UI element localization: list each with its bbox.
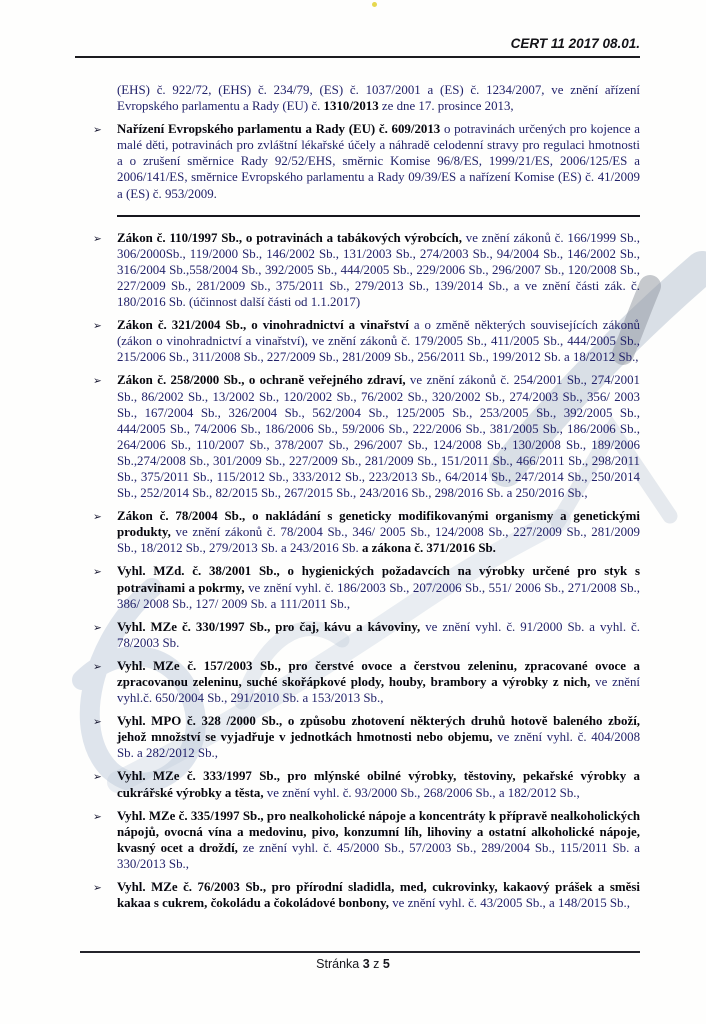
item-regular-text: ve znění vyhl. č. 93/2000 Sb., 268/2006 Sb., a 182/2012 Sb., (263, 785, 580, 800)
item-regular-text: ve znění vyhl.č. 650/2004 Sb., 291/2010 Sb. a 153/2013 Sb., (117, 675, 641, 706)
item-regular-text: o potravinách určených pro kojence a malé děti, potravinách pro zvláštní lékařské účely a náhradě celodenní stravy pro regulaci hmotnosti a o zrušení směrnice Rady 92/52/EHS, směrnic Komise 96/8/ES, 1999/21/ES, 2006/125/ES a 2006/141/ES, směrnice Evropského parlamentu a Rady 09/39/ES a nařízení Komise (ES) č. 41/2009 a (ES) č. 953/2009. (117, 122, 640, 201)
footer-total-pages: 5 (382, 957, 390, 971)
item-regular-text: a o změně některých souvisejících zákonů (zákon o vinohradnictví a vinařství), ve znění zákonů č. 179/2005 Sb., 411/2005 Sb., 444/2005 Sb., 215/2006 Sb., 311/2008 Sb., 227/2009 Sb., 281/2009 Sb., 256/2011 Sb., 199/2012 Sb. a 18/2012 Sb., (117, 318, 640, 365)
item-regular-text: ve znění zákonů č. 254/2001 Sb., 274/2001 Sb., 86/2002 Sb., 13/2002 Sb., 120/2002 Sb., 76/2002 Sb., 320/2002 Sb., 274/2003 Sb., 356/ 2003 Sb., 167/2004 Sb., 326/2004 Sb., 562/2004 Sb., 125/2005 Sb., 253/2005 Sb., 392/2005 Sb., 444/2005 Sb., 74/2006 Sb., 186/2006 Sb., 59/2006 Sb., 222/2006 Sb., 381/2005 Sb., 186/2006 Sb., 264/2006 Sb., 110/2007 Sb., 378/2007 Sb., 296/2007 Sb., 124/2008 Sb., 130/2008 Sb., 189/2006 Sb.,274/2008 Sb., 301/2009 Sb., 227/2009 Sb., 281/2009 Sb., 151/2011 Sb., 466/2011 Sb., 298/2011 Sb., 375/2011 Sb., 115/2012 Sb., 333/2012 Sb., 223/2013 Sb., 64/2014 Sb., 247/2014 Sb., 250/2014 Sb., 252/2014 Sb., 82/2015 Sb., 267/2015 Sb., 243/2016 Sb., 298/2016 Sb. a 250/2016 Sb., (117, 373, 640, 501)
list-item-law-110-1997 (93, 230, 640, 310)
bullet-arrow-icon: ➢ (93, 375, 102, 388)
footer-page-label: Stránka (316, 957, 360, 971)
item-bold-text: Zákon č. 321/2004 Sb., o vinohradnictví a vinařství (117, 318, 409, 333)
item-bold-text: Vyhl. MPO č. 328 /2000 Sb., o způsobu zhotovení některých druhů hotově baleného zboží, jehož množství se vyjadřuje v jednotkách hmotnosti nebo objemu, (117, 714, 640, 745)
bullet-arrow-icon: ➢ (93, 771, 102, 784)
bullet-arrow-icon: ➢ (93, 882, 102, 895)
item-bold-text: Vyhl. MZe č. 157/2003 Sb., pro čerstvé ovoce a čerstvou zeleninu, zpracované ovoce a zpracovanou zeleninu, suché skořápkové plody, houby, brambory a výrobky z nich, (117, 658, 640, 689)
item-bold-text: Vyhl. MZe č. 333/1997 Sb., pro mlýnské obilné výrobky, těstoviny, pekařské výrobky a cukrářské výrobky a těsta, (117, 769, 640, 800)
scan-artifact-dot (372, 2, 377, 7)
bullet-arrow-icon: ➢ (93, 660, 102, 673)
list-item-decree-157-2003 (93, 658, 641, 706)
item-regular-text: ze dne 17. prosince 2013, (378, 99, 514, 114)
item-regular-text: ve znění zákonů č. 78/2004 Sb., 346/ 2005 Sb., 124/2008 Sb., 227/2009 Sb., 281/2009 Sb., 18/2012 Sb., 279/2013 Sb. a 243/2016 Sb. (117, 525, 640, 556)
list-item-law-78-2004 (93, 508, 640, 556)
regulation-list (93, 82, 641, 918)
footer-of-word: z (373, 957, 380, 971)
bullet-arrow-icon: ➢ (93, 621, 102, 634)
item-regular-text: ve znění zákonů č. 166/1999 Sb., 306/2000Sb., 119/2000 Sb., 146/2002 Sb., 131/2003 Sb., 274/2003 Sb., 94/2004 Sb., 146/2002 Sb., 316/2004 Sb.,558/2004 Sb., 392/2005 Sb., 444/2005 Sb., 229/2006 Sb., 296/2007 Sb., 120/2008 Sb., 227/2009 Sb., 281/2009 Sb., 375/2011 Sb., 279/2013 Sb., 139/2014 Sb., a ve znění části zák. č. 180/2016 Sb. (účinnost další části od 1.1.2017) (117, 230, 640, 310)
footer-page-number: 3 (362, 957, 370, 971)
item-regular-text: ve znění vyhl. č. 91/2000 Sb. a vyhl. č. 78/2003 Sb. (117, 619, 640, 650)
list-item-decree-333-1997 (93, 768, 640, 800)
item-bold-text: Vyhl. MZe č. 330/1997 Sb., pro čaj, kávu a kávoviny, (117, 619, 421, 634)
item-regular-text: ve znění vyhl. č. 186/2003 Sb., 207/2006 Sb., 551/ 2006 Sb., 271/2008 Sb., 386/ 2008 Sb., 127/ 2009 Sb. a 111/2011 Sb., (117, 580, 640, 611)
header-reference: CERT 11 2017 08.01. (510, 36, 640, 51)
bullet-arrow-icon: ➢ (93, 511, 102, 524)
bullet-arrow-icon: ➢ (93, 232, 102, 245)
item-bold-text: Vyhl. MZd. č. 38/2001 Sb., o hygienických požadavcích na výrobky určené pro styk s potravinami a pokrmy, (117, 564, 640, 595)
item-regular-text: ve znění vyhl. č. 43/2005 Sb., a 148/2015 Sb., (388, 896, 630, 911)
item-bold-text: Vyhl. MZe č. 335/1997 Sb., pro nealkoholické nápoje a koncentráty k přípravě nealkoholických nápojů, ovocná vína a medovinu, pivo, konzumní líh, lihoviny a ostatní alkoholické nápoje, kvasný ocet a droždí, (117, 808, 640, 855)
footer-page-indicator (0, 957, 706, 971)
list-item-law-258-2000 (93, 372, 640, 501)
list-item-decree-328-2000 (93, 713, 641, 761)
list-item-decree-330-1997 (93, 619, 640, 651)
section-separator (117, 215, 640, 217)
item-bold-text: 1310/2013 (323, 99, 379, 114)
bullet-arrow-icon: ➢ (93, 716, 102, 729)
item-regular-text: ze znění vyhl. č. 45/2000 Sb., 57/2003 Sb., 289/2004 Sb., 115/2011 Sb. a 330/2013 Sb., (117, 840, 640, 871)
list-item-decree-335-1997 (93, 808, 640, 872)
bullet-arrow-icon: ➢ (93, 566, 102, 579)
item-bold-text: Nařízení Evropského parlamentu a Rady (EU) č. 609/2013 (117, 122, 441, 137)
item-bold-suffix: a zákona č. 371/2016 Sb. (358, 541, 496, 556)
item-regular-text: (EHS) č. 922/72, (EHS) č. 234/79, (ES) č. 1037/2001 a (ES) č. 1234/2007, ve znění ařízení Evropského parlamentu a Rady (EU) č. (117, 83, 640, 114)
item-bold-text: Zákon č. 258/2000 Sb., o ochraně veřejného zdraví, (117, 373, 406, 388)
bullet-arrow-icon: ➢ (93, 320, 102, 333)
item-bold-text: Zákon č. 78/2004 Sb., o nakládání s geneticky modifikovanými organismy a genetickými produkty, (117, 509, 640, 540)
header-rule (75, 56, 640, 58)
item-regular-text: ve znění vyhl. č. 404/2008 Sb. a 282/2012 Sb., (117, 730, 641, 761)
list-item-eu-regulation (93, 121, 640, 201)
list-item-decree-38-2001 (93, 563, 640, 611)
list-item-law-321-2004 (93, 317, 640, 365)
list-item-eu-amendment (117, 82, 640, 114)
bullet-arrow-icon: ➢ (93, 124, 102, 137)
item-bold-text: Vyhl. MZe č. 76/2003 Sb., pro přírodní sladidla, med, cukrovinky, kakaový prášek a směsi kakaa s cukrem, čokoládu a čokoládové bonbony, (117, 880, 640, 911)
list-item-decree-76-2003 (93, 879, 640, 911)
item-bold-text: Zákon č. 110/1997 Sb., o potravinách a tabákových výrobcích, (117, 230, 462, 245)
footer-rule (80, 951, 640, 953)
bullet-arrow-icon: ➢ (93, 810, 102, 823)
